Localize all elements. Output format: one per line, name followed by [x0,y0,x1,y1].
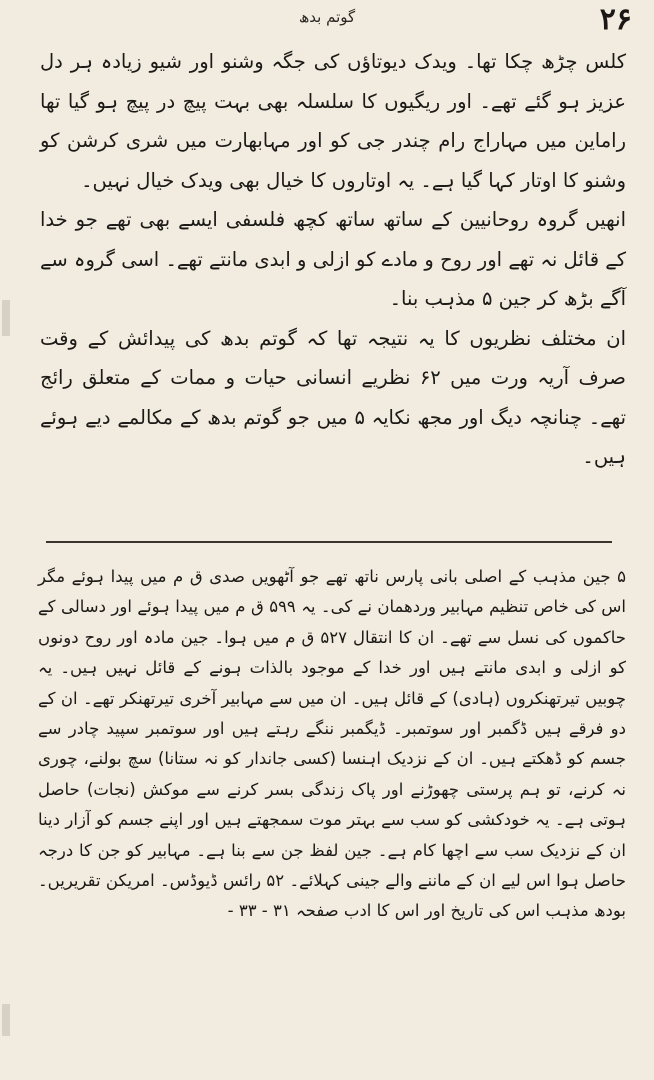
footnote-divider [46,541,612,543]
binding-mark [2,1004,10,1036]
paragraph: ان مختلف نظریوں کا یہ نتیجہ تھا کہ گوتم بدھ کی پیدائش کے وقت صرف آریہ ورت میں ۶۲ نظریے انسانی حیات و ممات کے متعلق رائج تھے۔ چنانچہ دیگ اور مجھ نکایہ ۵ میں جو گوتم بدھ کے مکالمے دیے ہوئے ہیں۔ [40,326,626,468]
footnote-section [38,562,626,927]
binding-mark [2,300,10,336]
paragraph: کلس چڑھ چکا تھا۔ ویدک دیوتاؤں کی جگہ وشنو اور شیو زیادہ ہر دل عزیز ہو گئے تھے۔ اور ریگیوں کا سلسلہ بھی بہت پیچ در پیچ ہو گیا تھا راماین میں مہاراج رام چندر جی کو اور مہابھارت میں شری کرشن کو وشنو کا اوتار کہا گیا ہے۔ یہ اوتاروں کا خیال بھی ویدک خیال نہیں۔ [40,50,626,192]
main-text [40,42,626,477]
footnote: ۵ جین مذہب کے اصلی بانی پارس ناتھ تھے جو آٹھویں صدی ق م میں پیدا ہوئے مگر اس کی خاص تنظیم مہابیر وردھمان نے کی۔ یہ ۵۹۹ ق م میں پیدا ہوئے اور دسالی کے حاکموں کی نسل سے تھے۔ ان کا انتقال ۵۲۷ ق م میں ہوا۔ جین مادہ اور روح دونوں کو ازلی و ابدی مانتے ہیں اور خدا کے موجود بالذات ہونے کے قائل نہیں ہیں۔ یہ چوبیں تیرتھنکروں (ہادی) کے قائل ہیں۔ ان میں سے مہابیر آخری تیرتھنکر تھے۔ ان کے دو فرقے ہیں ڈگمبر اور سوتمبر۔ ڈیگمبر ننگے رہتے ہیں اور سوتمبر سپید چادر سے جسم کو ڈھکتے ہیں۔ ان کے نزدیک اہنسا (کسی جاندار کو نہ ستانا) سچ بولنے، چوری نہ کرنے، تو ہم پرستی چھوڑنے اور پاک زندگی بسر کرنے سے موکش (نجات) حاصل ہوتی ہے۔ یہ خودکشی کو سب سے بہتر موت سمجھتے ہیں اور اپنے جسم کو آزار دینا ان کے نزدیک سب سے اچھا کام ہے۔ جین لفظ جن سے بنا ہے۔ مہابیر کو جن کا درجہ حاصل ہوا اس لیے ان کے ماننے والے جینی کہلائے۔ ۵۲ رائس ڈیوڈس۔ امریکن تقریریں۔ بودھ مذہب اس کی تاریخ اور اس کا ادب صفحہ ۳۱ - ۳۳ - [38,567,626,921]
page-number: ۲۶ [599,2,632,37]
paragraph: انھیں گروہ روحانیین کے ساتھ ساتھ کچھ فلسفی ایسے بھی تھے جو خدا کے قائل نہ تھے اور روح و مادے کو ازلی و ابدی مانتے تھے۔ اسی گروہ سے آگے بڑھ کر جین ۵ مذہب بنا۔ [40,208,626,310]
running-title: گوتم بدھ [298,8,356,26]
page-header [0,2,654,37]
